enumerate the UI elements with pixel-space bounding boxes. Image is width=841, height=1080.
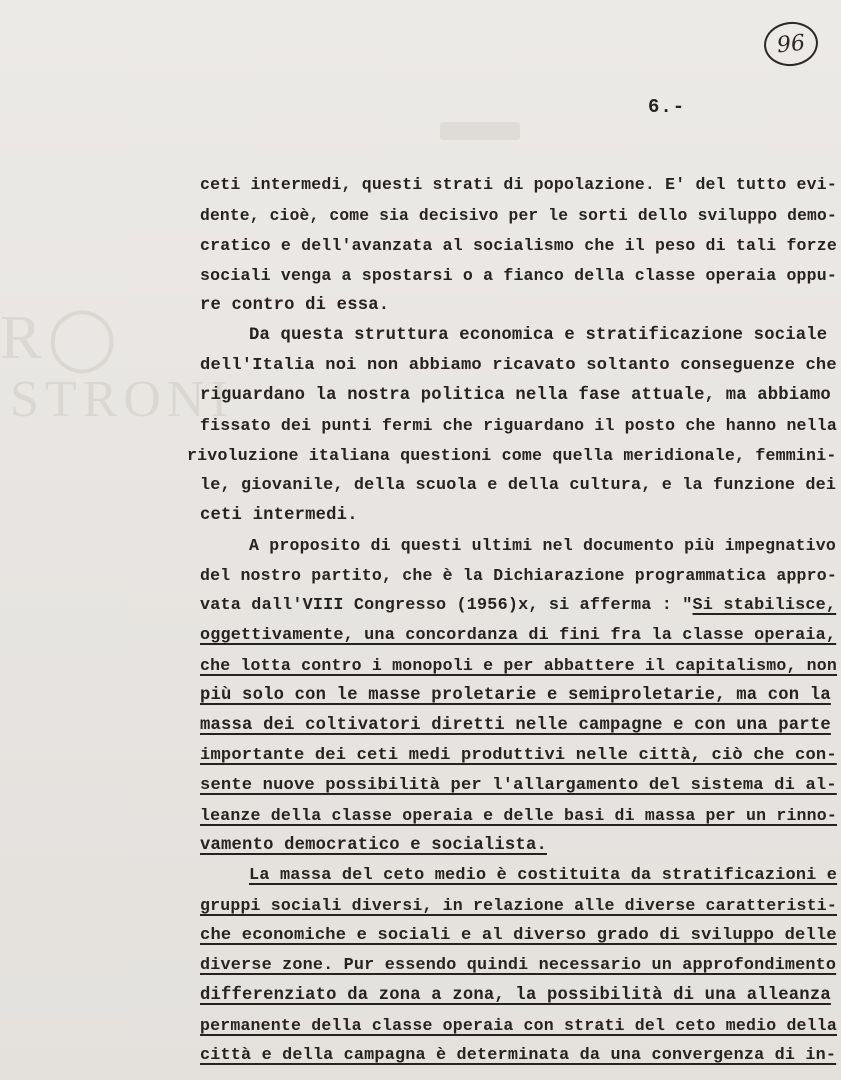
text-line: ceti intermedi, questi strati di popolazione. E' del tutto evi- bbox=[200, 175, 837, 194]
underlined-line: importante dei ceti medi produttivi nelle città, ciò che con- bbox=[200, 746, 837, 765]
text-line: cratico e dell'avanzata al socialismo che il peso di tali forze bbox=[200, 236, 837, 255]
underlined-line: sente nuove possibilità per l'allargamento del sistema di al- bbox=[200, 776, 837, 795]
text-line: del nostro partito, che è la Dichiarazione programmatica appro- bbox=[200, 566, 837, 585]
underlined-line: che lotta contro i monopoli e per abbattere il capitalismo, non bbox=[200, 656, 837, 675]
text-line: riguardano la nostra politica nella fase attuale, ma abbiamo bbox=[200, 386, 831, 405]
page-number: 6.- bbox=[648, 96, 686, 118]
underlined-line: massa dei coltivatori diretti nelle campagne e con una parte bbox=[200, 716, 831, 735]
underlined-line: che economiche e sociali e al diverso grado di sviluppo delle bbox=[200, 926, 837, 945]
bleed-through-mark: R◯ bbox=[0, 304, 123, 372]
underlined-line: leanze della classe operaia e delle basi di massa per un rinno- bbox=[200, 806, 837, 825]
text-line: A proposito di questi ultimi nel documento più impegnativo bbox=[249, 536, 836, 555]
text-line: fissato dei punti fermi che riguardano il posto che hanno nella bbox=[200, 416, 837, 435]
text-line: Da questa struttura economica e stratificazione sociale bbox=[249, 326, 828, 345]
underlined-line: vamento democratico e socialista. bbox=[200, 836, 547, 855]
underlined-line: più solo con le masse proletarie e semiproletarie, ma con la bbox=[200, 686, 831, 705]
text-line: dente, cioè, come sia decisivo per le sorti dello sviluppo demo- bbox=[200, 206, 837, 225]
underlined-line: permanente della classe operaia con strati del ceto medio della bbox=[200, 1016, 837, 1035]
text-line: le, giovanile, della scuola e della cultura, e la funzione dei bbox=[200, 476, 837, 495]
text-segment: vata dall'VIII Congresso (1956)x, si afferma : " bbox=[200, 596, 693, 615]
text-line: ceti intermedi. bbox=[200, 506, 358, 525]
text-line: sociali venga a spostarsi o a fianco della classe operaia oppu- bbox=[200, 266, 837, 285]
underlined-line: oggettivamente, una concordanza di fini fra la classe operaia, bbox=[200, 626, 837, 645]
circled-page-annotation: 96 bbox=[762, 19, 820, 68]
stamp-smudge bbox=[440, 122, 520, 140]
underlined-quote-start: Si stabilisce, bbox=[692, 596, 837, 615]
bleed-through-mark: STRONI bbox=[10, 371, 234, 428]
text-line: dell'Italia noi non abbiamo ricavato soltanto conseguenze che bbox=[200, 356, 837, 375]
text-line bbox=[200, 595, 836, 617]
underlined-line: città e della campagna è determinata da una convergenza di in- bbox=[200, 1046, 837, 1065]
text-line: re contro di essa. bbox=[200, 296, 390, 315]
underlined-line: diverse zone. Pur essendo quindi necessario un approfondimento bbox=[200, 956, 837, 975]
underlined-line: gruppi sociali diversi, in relazione alle diverse caratteristi- bbox=[200, 896, 837, 915]
text-line: rivoluzione italiana questioni come quella meridionale, femmini- bbox=[187, 446, 837, 465]
underlined-line: La massa del ceto medio è costituita da stratificazioni e bbox=[249, 866, 838, 885]
underlined-line: differenziato da zona a zona, la possibilità di una alleanza bbox=[200, 986, 831, 1005]
